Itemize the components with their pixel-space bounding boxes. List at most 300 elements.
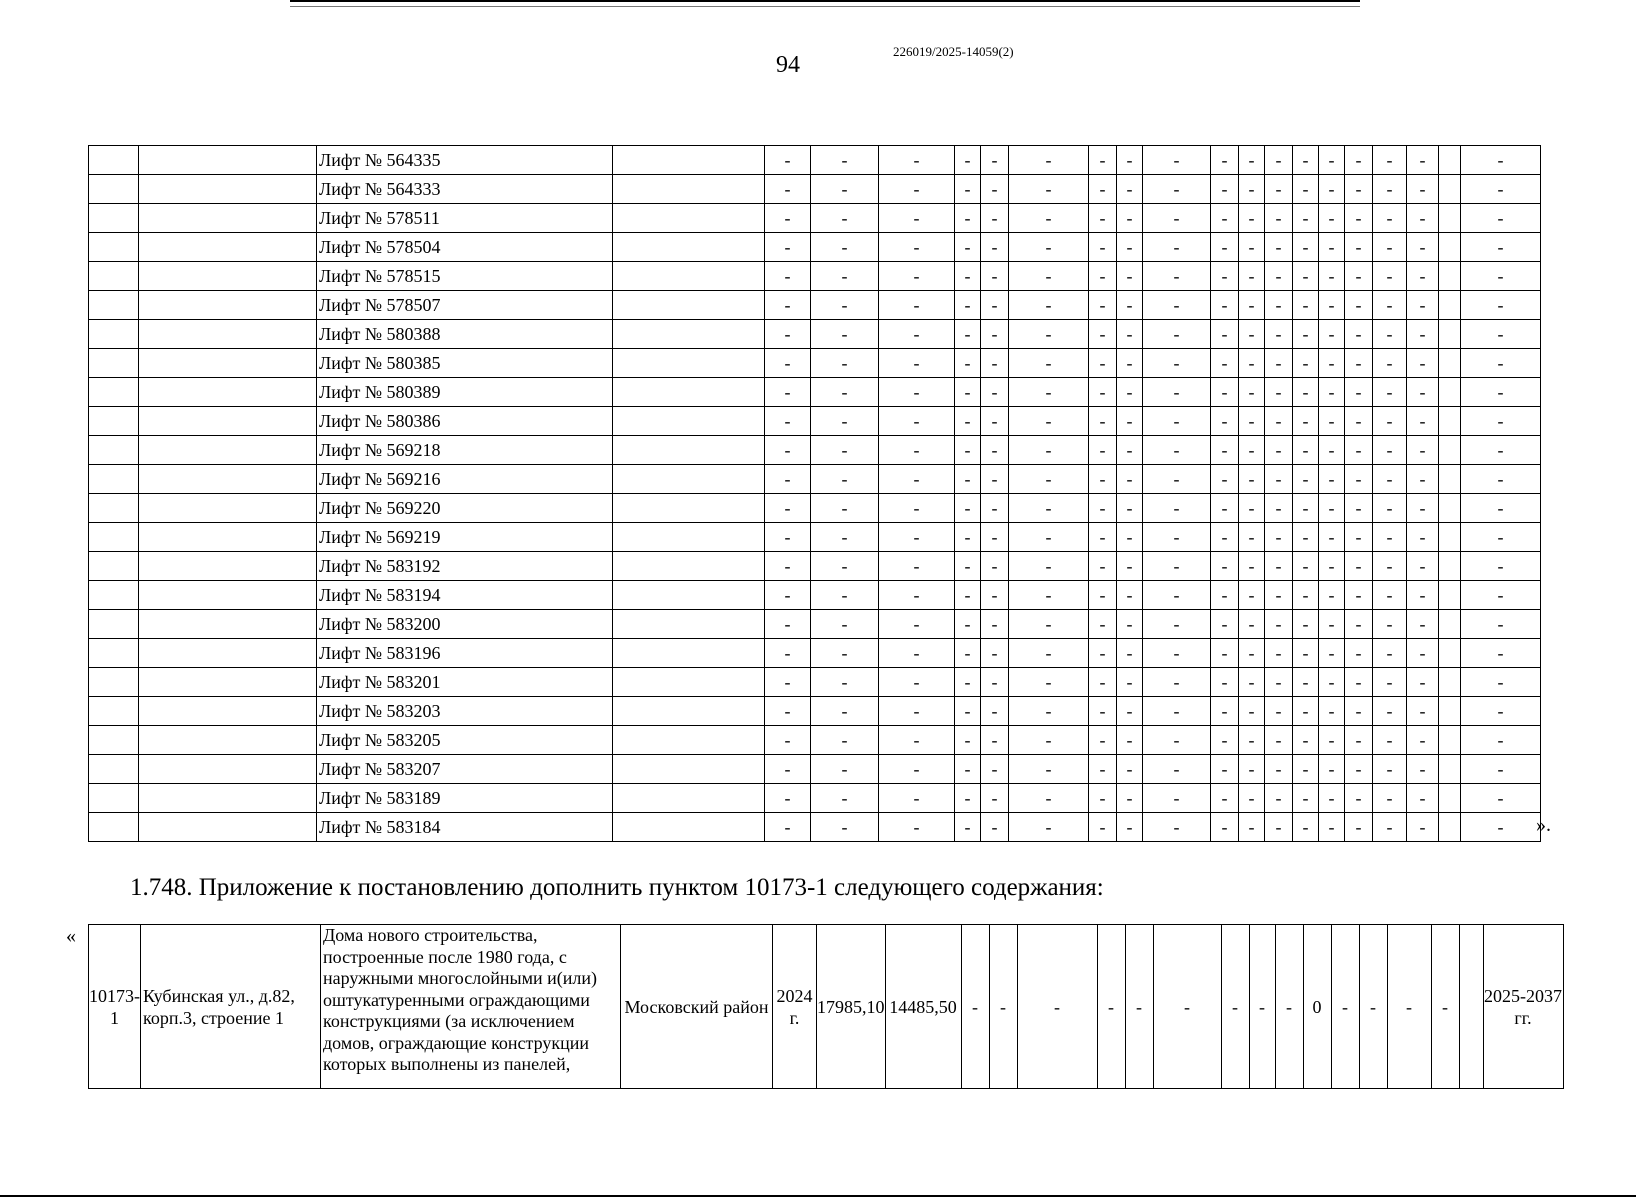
lift-name: Лифт № 583201 [317,668,613,697]
dash-cell: - [1117,523,1143,552]
dash-cell: - [765,378,811,407]
dash-cell: - [955,494,981,523]
dash-cell: - [811,465,879,494]
dash-cell: - [981,378,1009,407]
dash-cell: - [879,262,955,291]
dash-cell: - [955,465,981,494]
empty-cell [89,465,139,494]
empty-cell [1439,668,1461,697]
dash-cell: - [1345,146,1373,175]
dash-cell: - [1461,639,1541,668]
dash-cell: - [1211,349,1239,378]
dash-cell: - [879,291,955,320]
dash-cell: - [879,204,955,233]
empty-cell [139,755,317,784]
dash-cell: - [1407,639,1439,668]
dash-cell: - [1461,465,1541,494]
dash-cell: - [1345,639,1373,668]
dash-cell: - [1319,552,1345,581]
dash-cell: - [1009,204,1089,233]
dash-cell: - [1143,726,1211,755]
dash-cell: - [1319,639,1345,668]
entry-row [89,925,1564,1089]
lift-name: Лифт № 569218 [317,436,613,465]
dash-cell: - [811,233,879,262]
dash-cell: - [1239,349,1265,378]
dash-cell: - [1345,610,1373,639]
dash-cell: - [1117,233,1143,262]
empty-cell [89,175,139,204]
empty-cell [613,291,765,320]
dash-cell: - [1117,262,1143,291]
dash-cell: - [1211,262,1239,291]
dash-cell: - [1211,175,1239,204]
empty-cell [1439,436,1461,465]
dash-cell: - [1089,668,1117,697]
dash-cell: - [1089,523,1117,552]
lift-row [89,494,1541,523]
dash-cell: - [1239,407,1265,436]
empty-cell [139,552,317,581]
entry-cell: - [1125,925,1153,1089]
dash-cell: - [879,697,955,726]
dash-cell: - [1319,784,1345,813]
empty-cell [89,668,139,697]
entry-number: 10173-1 [89,925,141,1089]
top-border-line [290,0,1360,2]
dash-cell: - [1319,204,1345,233]
dash-cell: - [1009,378,1089,407]
dash-cell: - [1319,523,1345,552]
dash-cell: - [1293,581,1319,610]
lift-name: Лифт № 583184 [317,813,613,842]
dash-cell: - [1009,175,1089,204]
dash-cell: - [955,697,981,726]
dash-cell: - [1373,262,1407,291]
lift-row [89,813,1541,842]
empty-cell [1439,552,1461,581]
empty-cell [613,175,765,204]
dash-cell: - [1461,552,1541,581]
dash-cell: - [1117,146,1143,175]
lift-name: Лифт № 580386 [317,407,613,436]
dash-cell: - [1293,523,1319,552]
dash-cell: - [765,349,811,378]
dash-cell: - [981,726,1009,755]
dash-cell: - [1211,813,1239,842]
dash-cell: - [1461,726,1541,755]
dash-cell: - [879,610,955,639]
dash-cell: - [1143,697,1211,726]
dash-cell: - [1089,291,1117,320]
dash-cell: - [1265,581,1293,610]
dash-cell: - [981,262,1009,291]
dash-cell: - [879,175,955,204]
dash-cell: - [1143,813,1211,842]
dash-cell: - [981,610,1009,639]
dash-cell: - [811,610,879,639]
dash-cell: - [1117,204,1143,233]
dash-cell: - [1293,349,1319,378]
dash-cell: - [1461,262,1541,291]
dash-cell: - [1009,407,1089,436]
dash-cell: - [1345,175,1373,204]
lift-row [89,378,1541,407]
dash-cell: - [955,407,981,436]
dash-cell: - [1089,233,1117,262]
dash-cell: - [879,233,955,262]
dash-cell: - [1211,465,1239,494]
empty-cell [1439,175,1461,204]
empty-cell [613,465,765,494]
dash-cell: - [1293,204,1319,233]
dash-cell: - [1373,320,1407,349]
empty-cell [89,697,139,726]
dash-cell: - [1461,436,1541,465]
dash-cell: - [1319,465,1345,494]
dash-cell: - [1373,146,1407,175]
dash-cell: - [981,146,1009,175]
dash-cell: - [1009,436,1089,465]
dash-cell: - [1407,784,1439,813]
empty-cell [139,465,317,494]
empty-cell [139,349,317,378]
empty-cell [89,813,139,842]
dash-cell: - [1407,581,1439,610]
dash-cell: - [1009,552,1089,581]
dash-cell: - [1089,175,1117,204]
dash-cell: - [1265,755,1293,784]
dash-cell: - [1293,291,1319,320]
dash-cell: - [1407,378,1439,407]
dash-cell: - [1089,378,1117,407]
dash-cell: - [1345,204,1373,233]
dash-cell: - [981,204,1009,233]
dash-cell: - [1345,668,1373,697]
empty-cell [1439,262,1461,291]
empty-cell [1439,639,1461,668]
dash-cell: - [1293,407,1319,436]
empty-cell [139,146,317,175]
lift-name: Лифт № 583194 [317,581,613,610]
dash-cell: - [1211,494,1239,523]
dash-cell: - [1265,697,1293,726]
dash-cell: - [1009,581,1089,610]
dash-cell: - [1143,639,1211,668]
dash-cell: - [1211,610,1239,639]
dash-cell: - [1293,697,1319,726]
dash-cell: - [1009,813,1089,842]
entry-cell: - [1359,925,1387,1089]
dash-cell: - [1293,146,1319,175]
lift-row [89,523,1541,552]
dash-cell: - [765,552,811,581]
dash-cell: - [1089,494,1117,523]
dash-cell: - [1117,291,1143,320]
dash-cell: - [1373,407,1407,436]
dash-cell: - [1143,146,1211,175]
entry-cell: - [1331,925,1359,1089]
dash-cell: - [765,320,811,349]
dash-cell: - [1345,494,1373,523]
dash-cell: - [1265,204,1293,233]
dash-cell: - [1117,436,1143,465]
dash-cell: - [1345,436,1373,465]
dash-cell: - [1239,755,1265,784]
dash-cell: - [1009,639,1089,668]
dash-cell: - [765,436,811,465]
dash-cell: - [1345,320,1373,349]
dash-cell: - [1089,726,1117,755]
dash-cell: - [955,552,981,581]
empty-cell [139,233,317,262]
dash-cell: - [1407,668,1439,697]
empty-cell [613,552,765,581]
page-number: 94 [776,52,800,78]
dash-cell: - [1089,465,1117,494]
dash-cell: - [1239,784,1265,813]
empty-cell [89,494,139,523]
dash-cell: - [1239,233,1265,262]
dash-cell: - [1373,233,1407,262]
dash-cell: - [1211,552,1239,581]
dash-cell: - [1239,378,1265,407]
dash-cell: - [1009,523,1089,552]
lift-name: Лифт № 583192 [317,552,613,581]
dash-cell: - [1293,436,1319,465]
dash-cell: - [879,465,955,494]
dash-cell: - [1265,552,1293,581]
dash-cell: - [1461,523,1541,552]
dash-cell: - [1319,407,1345,436]
empty-cell [1439,784,1461,813]
dash-cell: - [1461,204,1541,233]
empty-cell [139,291,317,320]
dash-cell: - [1211,233,1239,262]
dash-cell: - [1265,784,1293,813]
dash-cell: - [1117,378,1143,407]
dash-cell: - [1009,146,1089,175]
dash-cell: - [1345,233,1373,262]
dash-cell: - [1293,639,1319,668]
dash-cell: - [1373,784,1407,813]
dash-cell: - [765,494,811,523]
empty-cell [613,349,765,378]
dash-cell: - [1009,755,1089,784]
dash-cell: - [1009,726,1089,755]
dash-cell: - [955,146,981,175]
dash-cell: - [1239,494,1265,523]
dash-cell: - [981,639,1009,668]
dash-cell: - [1319,581,1345,610]
empty-cell [139,320,317,349]
lift-row [89,668,1541,697]
dash-cell: - [1117,465,1143,494]
dash-cell: - [1211,697,1239,726]
dash-cell: - [1461,175,1541,204]
dash-cell: - [811,378,879,407]
dash-cell: - [1143,523,1211,552]
dash-cell: - [1407,552,1439,581]
dash-cell: - [1143,494,1211,523]
dash-cell: - [1239,726,1265,755]
empty-cell [139,726,317,755]
dash-cell: - [1117,552,1143,581]
empty-cell [139,610,317,639]
dash-cell: - [1319,610,1345,639]
dash-cell: - [811,494,879,523]
dash-cell: - [1143,175,1211,204]
dash-cell: - [1143,320,1211,349]
dash-cell: - [1373,204,1407,233]
dash-cell: - [981,407,1009,436]
empty-cell [613,320,765,349]
lift-row [89,320,1541,349]
dash-cell: - [1117,813,1143,842]
lift-name: Лифт № 564335 [317,146,613,175]
dash-cell: - [1345,465,1373,494]
dash-cell: - [1461,784,1541,813]
dash-cell: - [1143,233,1211,262]
dash-cell: - [811,813,879,842]
dash-cell: - [1319,349,1345,378]
dash-cell: - [1345,523,1373,552]
empty-cell [1439,465,1461,494]
dash-cell: - [1293,784,1319,813]
empty-cell [1439,204,1461,233]
dash-cell: - [1407,233,1439,262]
dash-cell: - [981,465,1009,494]
dash-cell: - [879,146,955,175]
dash-cell: - [811,639,879,668]
dash-cell: - [811,175,879,204]
dash-cell: - [981,233,1009,262]
empty-cell [613,494,765,523]
dash-cell: - [1461,610,1541,639]
dash-cell: - [1143,407,1211,436]
dash-cell: - [1143,378,1211,407]
empty-cell [139,784,317,813]
empty-cell [613,581,765,610]
dash-cell: - [1211,146,1239,175]
dash-cell: - [1009,320,1089,349]
lift-name: Лифт № 583196 [317,639,613,668]
dash-cell: - [1319,320,1345,349]
dash-cell: - [765,146,811,175]
document-id: 226019/2025-14059(2) [893,44,1014,59]
dash-cell: - [1117,726,1143,755]
empty-cell [139,175,317,204]
empty-cell [613,668,765,697]
empty-cell [89,262,139,291]
empty-cell [1439,726,1461,755]
dash-cell: - [1265,262,1293,291]
dash-cell: - [1407,175,1439,204]
dash-cell: - [1211,755,1239,784]
dash-cell: - [955,523,981,552]
dash-cell: - [1345,697,1373,726]
empty-cell [89,581,139,610]
entry-table [88,924,1564,1089]
empty-cell [89,523,139,552]
empty-cell [613,523,765,552]
entry-area-total: 17985,10 [817,925,886,1089]
dash-cell: - [1239,146,1265,175]
dash-cell: - [981,436,1009,465]
dash-cell: - [1319,436,1345,465]
lift-row [89,581,1541,610]
dash-cell: - [981,291,1009,320]
dash-cell: - [1407,610,1439,639]
dash-cell: - [1293,813,1319,842]
dash-cell: - [1345,813,1373,842]
lift-row [89,175,1541,204]
dash-cell: - [1143,552,1211,581]
entry-cell: - [1387,925,1431,1089]
entry-district: Московский район [621,925,773,1089]
empty-cell [1439,523,1461,552]
empty-cell [613,146,765,175]
dash-cell: - [765,726,811,755]
dash-cell: - [955,436,981,465]
dash-cell: - [1345,291,1373,320]
empty-cell [1439,233,1461,262]
dash-cell: - [1239,523,1265,552]
dash-cell: - [1461,581,1541,610]
dash-cell: - [955,813,981,842]
dash-cell: - [1117,494,1143,523]
dash-cell: - [811,204,879,233]
dash-cell: - [1211,291,1239,320]
dash-cell: - [765,813,811,842]
lift-name: Лифт № 580385 [317,349,613,378]
dash-cell: - [1089,552,1117,581]
lift-name: Лифт № 583189 [317,784,613,813]
dash-cell: - [1265,320,1293,349]
dash-cell: - [1143,465,1211,494]
dash-cell: - [955,639,981,668]
dash-cell: - [1373,291,1407,320]
empty-cell [1439,378,1461,407]
dash-cell: - [811,726,879,755]
amendment-paragraph: 1.748. Приложение к постановлению дополнить пунктом 10173-1 следующего содержания: [130,874,1104,901]
dash-cell: - [1211,378,1239,407]
dash-cell: - [879,320,955,349]
empty-cell [89,320,139,349]
dash-cell: - [1293,552,1319,581]
empty-cell [613,726,765,755]
dash-cell: - [955,784,981,813]
dash-cell: - [1239,320,1265,349]
dash-cell: - [1373,610,1407,639]
dash-cell: - [1373,639,1407,668]
dash-cell: - [981,523,1009,552]
entry-cell: - [1431,925,1459,1089]
entry-cell: - [1275,925,1303,1089]
dash-cell: - [879,784,955,813]
entry-cell-empty [1459,925,1483,1089]
dash-cell: - [1143,784,1211,813]
dash-cell: - [1319,668,1345,697]
dash-cell: - [1293,175,1319,204]
dash-cell: - [981,813,1009,842]
dash-cell: - [1239,813,1265,842]
dash-cell: - [1211,204,1239,233]
dash-cell: - [955,610,981,639]
dash-cell: - [1143,204,1211,233]
empty-cell [613,204,765,233]
dash-cell: - [1239,668,1265,697]
